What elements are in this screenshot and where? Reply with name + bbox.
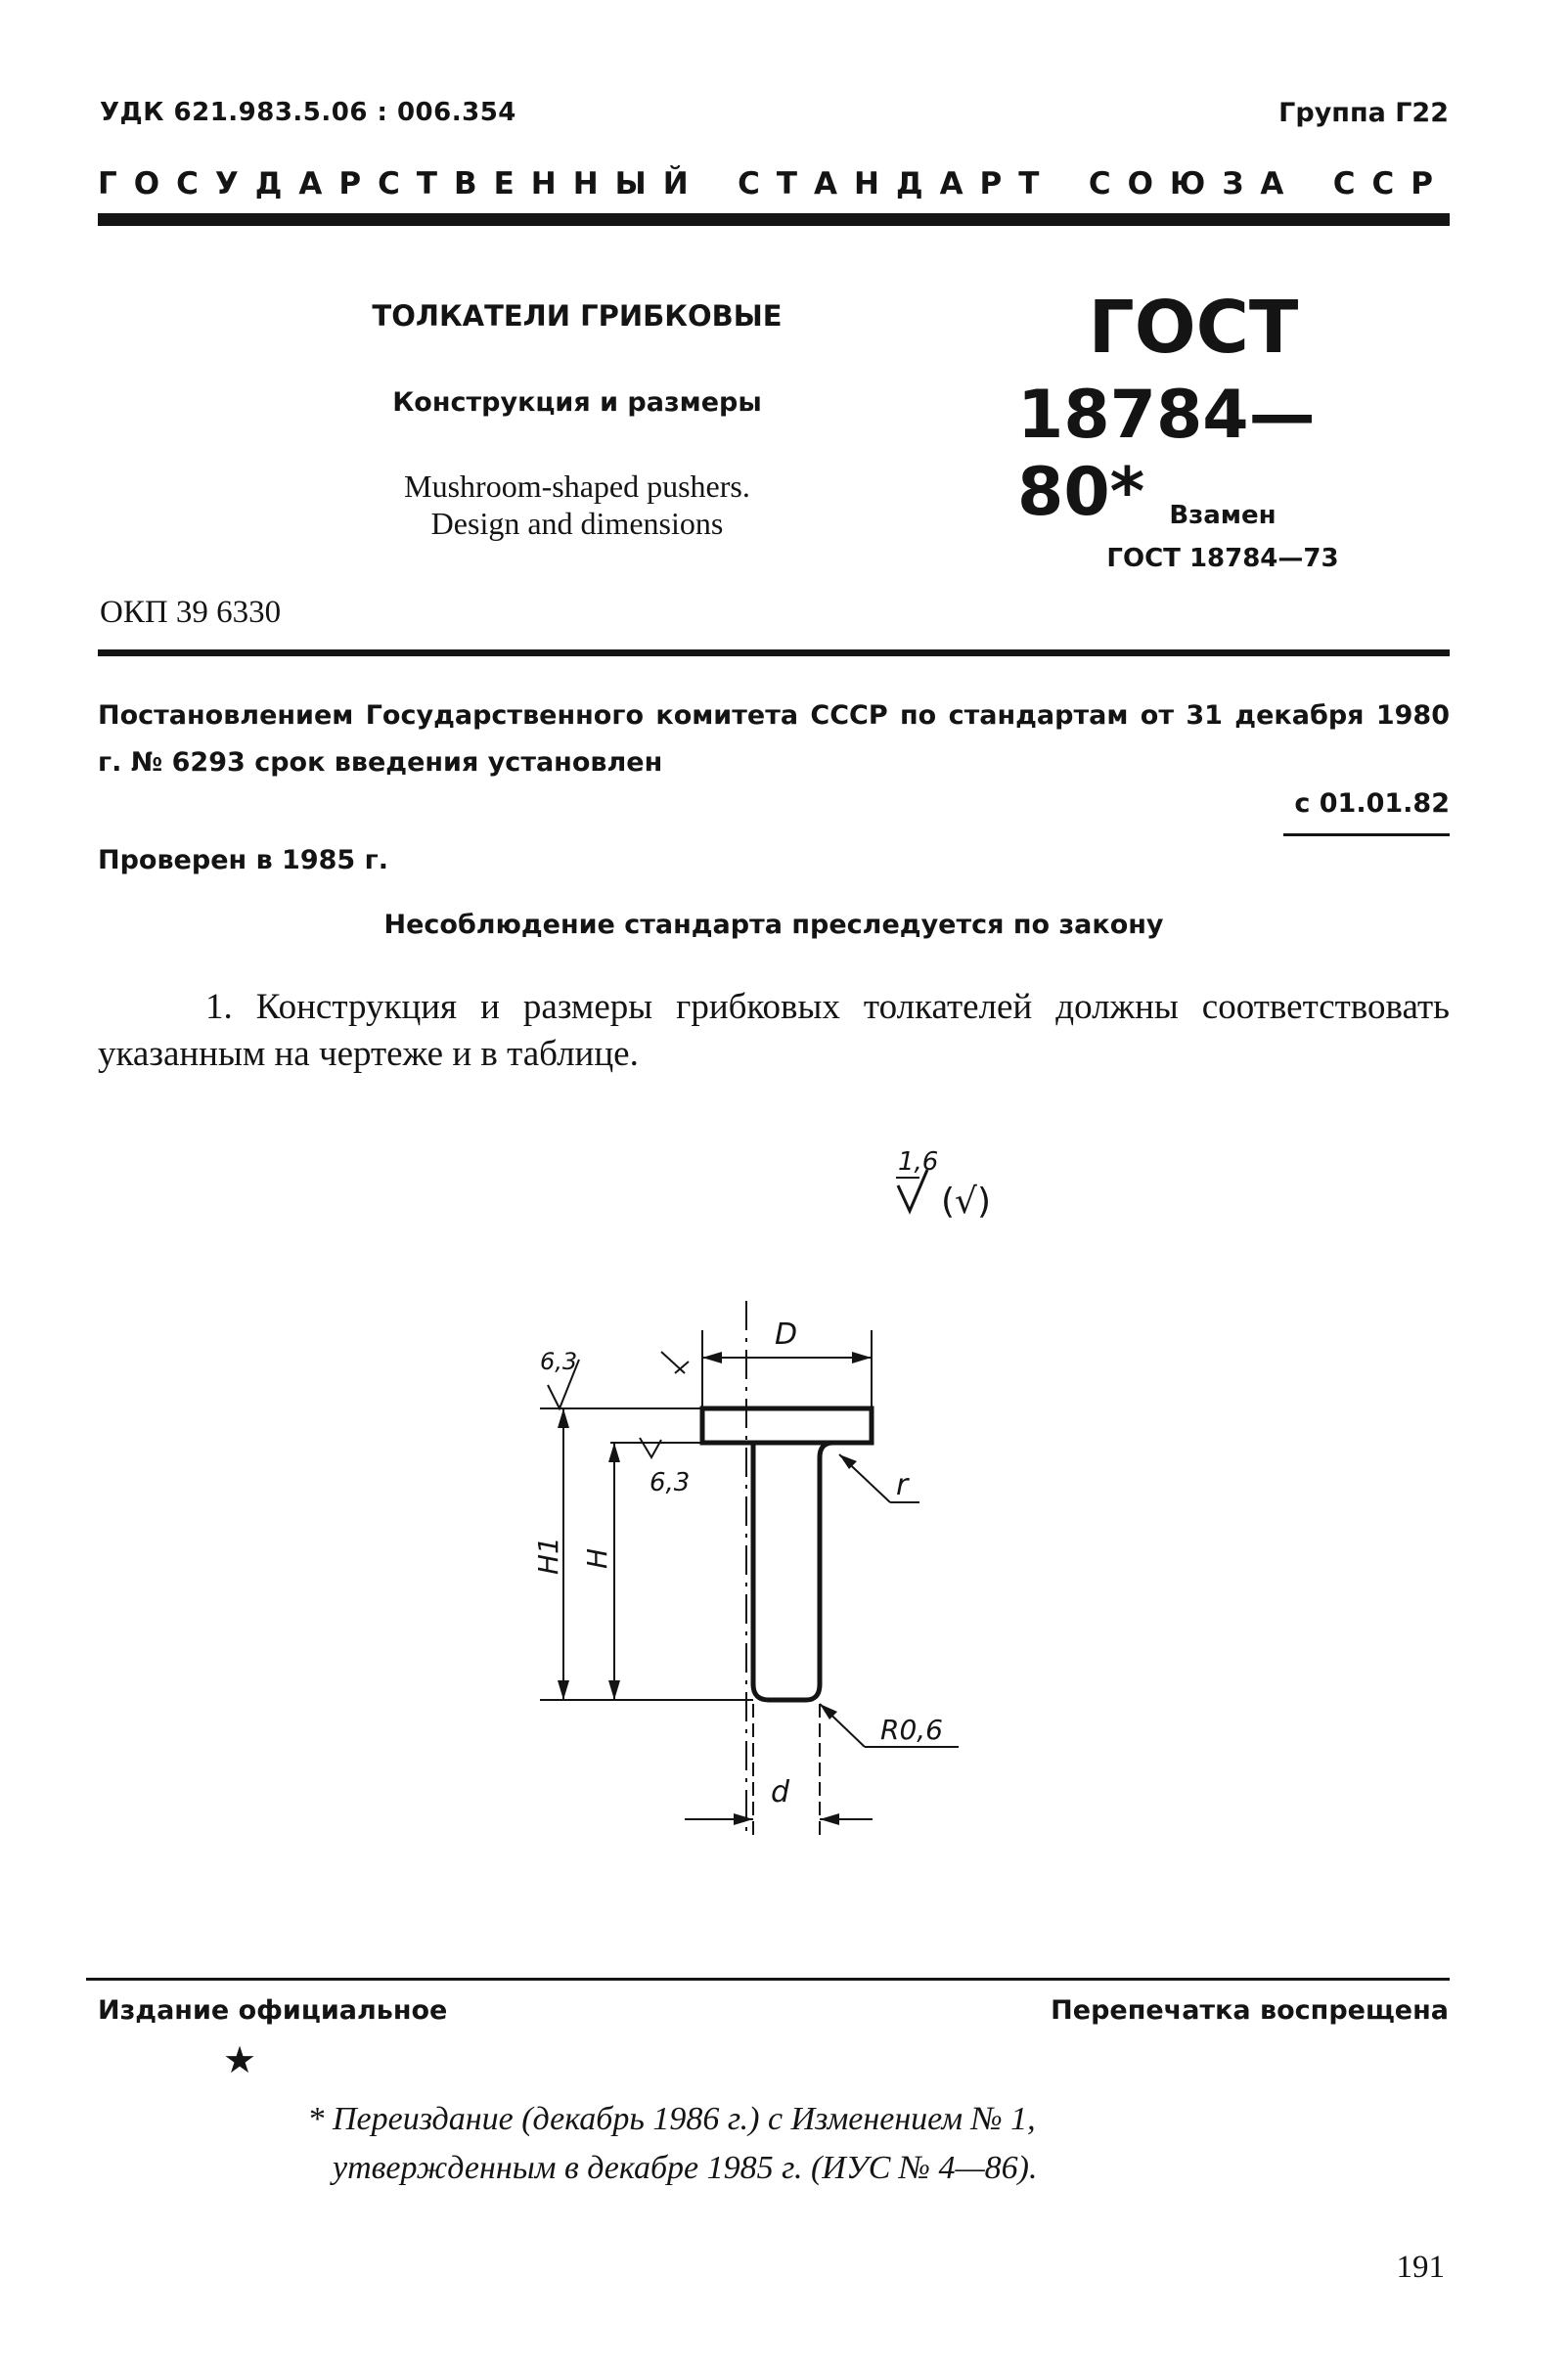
reprint-prohibited: Перепечатка воспрещена [1051, 1995, 1449, 2026]
group-code: Группа Г22 [1278, 98, 1449, 128]
english-title-line: Mushroom-shaped pushers. [404, 469, 750, 504]
pusher-head [702, 1408, 872, 1443]
footnote-line: Переиздание (декабрь 1986 г.) с Изменением № 1, [333, 2101, 1036, 2137]
document-title: ТОЛКАТЕЛИ ГРИБКОВЫЕ [372, 299, 783, 333]
roughness-value: 1,6 [898, 1147, 939, 1177]
arrow [702, 1352, 722, 1363]
english-title-line: Design and dimensions [430, 506, 724, 541]
arrow [820, 1813, 839, 1825]
checked-year: Проверен в 1985 г. [98, 845, 388, 875]
decree-text: Постановлением Государственного комитета СССР по стандартам от 31 декабря 1980 г. № 6293 срок введения установлен [98, 700, 1450, 778]
replaces-value: ГОСТ 18784—73 [1106, 544, 1339, 573]
label-R: R0,6 [880, 1714, 943, 1746]
date-underline [1283, 833, 1450, 836]
label-H1: H1 [532, 1537, 564, 1575]
udk-code: УДК 621.983.5.06 : 006.354 [100, 98, 516, 127]
heading-word: ГОСУДАРСТВЕННЫЙ [98, 166, 705, 201]
roughness-mark [640, 1438, 661, 1457]
roughness-symbol [896, 1147, 991, 1222]
heading-word: ССР [1332, 166, 1450, 201]
english-title [245, 468, 910, 542]
pusher-stem [753, 1443, 833, 1700]
clause-1: 1. Конструкция и размеры грибковых толкателей должны соответствовать указанным на чертеже и в таблице. [98, 987, 1450, 1074]
gost-number: 18784—80* [1017, 377, 1316, 531]
label-H: H [581, 1547, 613, 1569]
footnote-line: утвержденным в декабре 1985 г. (ИУС № 4—86). [333, 2150, 1038, 2186]
label-under-head-roughness: 6,3 [650, 1468, 691, 1497]
document-subtitle: Конструкция и размеры [392, 387, 762, 418]
replaces-block [1076, 494, 1369, 580]
replaces-label: Взамен [1169, 501, 1277, 530]
gost-label: ГОСТ [1088, 286, 1299, 370]
state-standard-heading [98, 166, 1450, 201]
footnote [309, 2095, 1311, 2193]
header-rule [98, 213, 1450, 226]
arrow [839, 1454, 857, 1469]
page-number: 191 [1396, 2250, 1445, 2285]
label-d: d [771, 1775, 790, 1809]
label-D: D [775, 1317, 798, 1352]
star-icon: ★ [223, 2038, 257, 2081]
footer-rule [86, 1978, 1450, 1981]
label-head-roughness: 6,3 [540, 1348, 578, 1375]
footnote-mark: * [309, 2101, 326, 2137]
roughness-rest: (√) [941, 1182, 992, 1222]
heading-word: СОЮЗА [1088, 166, 1301, 201]
legal-notice: Несоблюдение стандарта преследуется по закону [383, 910, 1164, 940]
arrow [558, 1408, 569, 1428]
effective-date: с 01.01.82 [1294, 788, 1450, 819]
arrow [852, 1352, 872, 1363]
heading-word: СТАНДАРТ [738, 166, 1056, 201]
pusher-drawing [528, 1144, 1037, 1849]
arrow [734, 1813, 753, 1825]
roughness-mark [661, 1352, 689, 1373]
arrow [608, 1443, 620, 1462]
label-r: r [896, 1468, 909, 1502]
okp-code: ОКП 39 6330 [100, 595, 282, 630]
arrow [558, 1680, 569, 1700]
arrow [608, 1680, 620, 1700]
official-edition: Издание официальное [98, 1995, 448, 2026]
title-rule [98, 649, 1450, 656]
